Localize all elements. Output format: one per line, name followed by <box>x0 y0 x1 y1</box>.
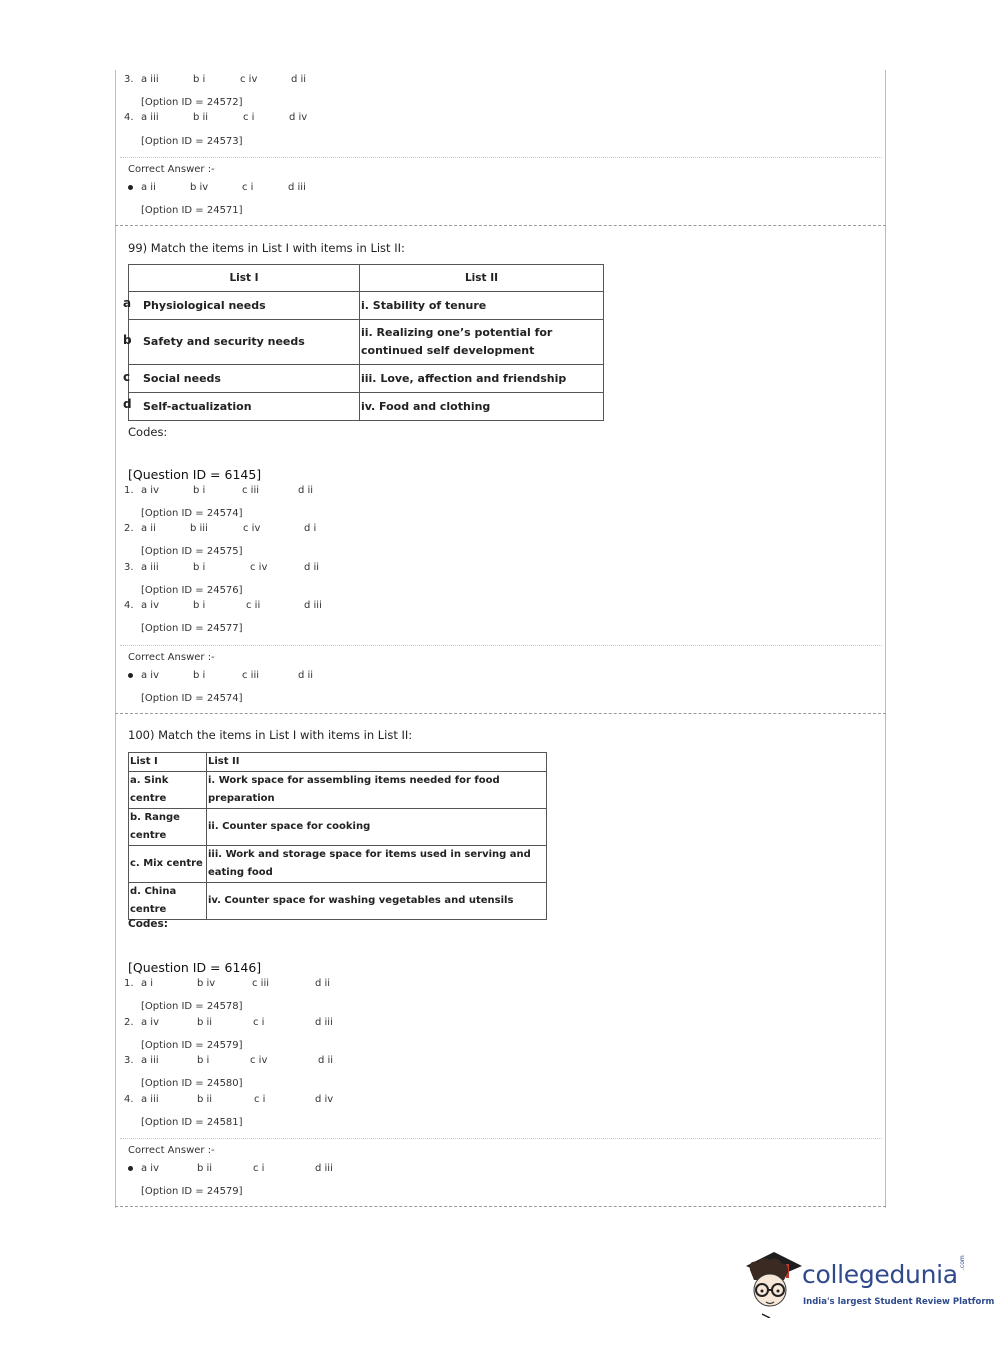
list2-cell: iv. Food and clothing <box>360 393 604 421</box>
correct-answer <box>128 1163 139 1174</box>
option-a: a iii <box>141 74 159 85</box>
correct-c: c iii <box>242 670 260 681</box>
option-a: a iii <box>141 1055 159 1066</box>
option-a: a iv <box>141 600 160 611</box>
option-d: d iii <box>304 600 322 611</box>
option-number: 3. <box>124 562 134 573</box>
option-number: 1. <box>124 978 134 989</box>
logo-name: collegedunia <box>802 1260 958 1289</box>
table-header: List II <box>360 265 604 292</box>
option-c: c i <box>254 1094 266 1105</box>
option-id: [Option ID = 24572] <box>141 97 243 108</box>
option-a: a i <box>141 978 154 989</box>
option-d: d iv <box>289 112 308 123</box>
option-id: [Option ID = 24575] <box>141 546 243 557</box>
option-number: 2. <box>124 1017 134 1028</box>
option-number: 3. <box>124 1055 134 1066</box>
option-d: d ii <box>304 562 320 573</box>
logo-tagline: India's largest Student Review Platform <box>803 1297 995 1307</box>
correct-option-id: [Option ID = 24574] <box>141 693 243 704</box>
match-table <box>128 752 547 920</box>
option-d: d ii <box>291 74 307 85</box>
list1-cell: b. Range centre <box>129 809 207 846</box>
table-header: List I <box>129 265 360 292</box>
option-c: c iv <box>240 74 258 85</box>
option-a: a iii <box>141 562 159 573</box>
option-c: c iii <box>242 485 260 496</box>
correct-a: a iv <box>141 670 160 681</box>
list2-cell: iii. Work and storage space for items used in serving and eating food <box>207 846 547 883</box>
divider <box>120 645 882 646</box>
option-d: d ii <box>298 485 314 496</box>
option-id: [Option ID = 24573] <box>141 136 243 147</box>
list1-cell: c. Mix centre <box>129 846 207 883</box>
question-separator <box>115 225 886 226</box>
codes-label: Codes: <box>128 918 169 930</box>
option-id: [Option ID = 24574] <box>141 508 243 519</box>
correct-d: d iii <box>288 182 306 193</box>
option-c: c iii <box>252 978 270 989</box>
correct-a: a iv <box>141 1163 160 1174</box>
option-c: c iv <box>250 562 268 573</box>
divider <box>120 1138 882 1139</box>
list2-cell: iii. Love, affection and friendship <box>360 365 604 393</box>
option-a: a iv <box>141 485 160 496</box>
list2-cell: i. Stability of tenure <box>360 292 604 320</box>
question-title: 100) Match the items in List I with items in List II: <box>128 728 413 742</box>
option-id: [Option ID = 24577] <box>141 623 243 634</box>
correct-d: d ii <box>298 670 314 681</box>
bullet-icon <box>128 1166 133 1171</box>
option-id: [Option ID = 24580] <box>141 1078 243 1089</box>
correct-answer <box>128 182 139 193</box>
correct-answer-label: Correct Answer :- <box>128 1145 215 1156</box>
option-b: b i <box>197 1055 210 1066</box>
correct-b: b i <box>193 670 206 681</box>
option-b: b ii <box>193 112 209 123</box>
row-letter: d <box>123 397 132 411</box>
list1-cell: Physiological needs <box>129 292 360 320</box>
correct-b: b iv <box>190 182 209 193</box>
list2-cell: ii. Realizing one’s potential for continued self development <box>360 320 604 365</box>
option-b: b i <box>193 562 206 573</box>
mascot-icon <box>740 1246 804 1318</box>
option-a: a iii <box>141 112 159 123</box>
option-c: c i <box>253 1017 265 1028</box>
option-number: 4. <box>124 112 134 123</box>
option-c: c ii <box>246 600 261 611</box>
list1-cell: d. China centre <box>129 883 207 920</box>
option-number: 2. <box>124 523 134 534</box>
correct-answer <box>128 670 139 681</box>
list2-cell: i. Work space for assembling items needed for food preparation <box>207 772 547 809</box>
option-number: 3. <box>124 74 134 85</box>
option-number: 1. <box>124 485 134 496</box>
divider <box>120 157 882 158</box>
list1-cell: Safety and security needs <box>129 320 360 365</box>
option-b: b iii <box>190 523 208 534</box>
list1-cell: a. Sink centre <box>129 772 207 809</box>
option-d: d ii <box>318 1055 334 1066</box>
option-d: d iv <box>315 1094 334 1105</box>
option-id: [Option ID = 24579] <box>141 1040 243 1051</box>
option-a: a ii <box>141 523 156 534</box>
row-letter: c <box>123 370 131 384</box>
correct-answer-label: Correct Answer :- <box>128 652 215 663</box>
list2-cell: iv. Counter space for washing vegetables and utensils <box>207 883 547 920</box>
option-a: a iii <box>141 1094 159 1105</box>
row-letter: a <box>123 296 132 310</box>
bullet-icon <box>128 673 133 678</box>
logo-suffix: .com <box>959 1255 966 1270</box>
option-b: b ii <box>197 1094 213 1105</box>
option-c: c i <box>243 112 255 123</box>
option-b: b ii <box>197 1017 213 1028</box>
question-separator <box>115 1206 886 1207</box>
bullet-icon <box>128 185 133 190</box>
option-d: d ii <box>315 978 331 989</box>
option-d: d iii <box>315 1017 333 1028</box>
list2-cell: ii. Counter space for cooking <box>207 809 547 846</box>
codes-label: Codes: <box>128 425 168 439</box>
option-d: d i <box>304 523 317 534</box>
correct-b: b ii <box>197 1163 213 1174</box>
option-b: b i <box>193 600 206 611</box>
correct-d: d iii <box>315 1163 333 1174</box>
option-b: b i <box>193 485 206 496</box>
question-title: 99) Match the items in List I with items in List II: <box>128 241 405 255</box>
question-id: [Question ID = 6146] <box>128 960 262 975</box>
list1-cell: Self-actualization <box>129 393 360 421</box>
correct-a: a ii <box>141 182 156 193</box>
collegedunia-logo <box>740 1246 995 1321</box>
option-number: 4. <box>124 1094 134 1105</box>
correct-option-id: [Option ID = 24579] <box>141 1186 243 1197</box>
correct-option-id: [Option ID = 24571] <box>141 205 243 216</box>
option-number: 4. <box>124 600 134 611</box>
question-id: [Question ID = 6145] <box>128 467 262 482</box>
option-a: a iv <box>141 1017 160 1028</box>
option-id: [Option ID = 24578] <box>141 1001 243 1012</box>
option-c: c iv <box>243 523 261 534</box>
option-id: [Option ID = 24576] <box>141 585 243 596</box>
table-header: List I <box>129 753 207 772</box>
option-b: b iv <box>197 978 216 989</box>
list1-cell: Social needs <box>129 365 360 393</box>
option-b: b i <box>193 74 206 85</box>
row-letter: b <box>123 333 132 347</box>
correct-answer-label: Correct Answer :- <box>128 164 215 175</box>
question-separator <box>115 713 886 714</box>
correct-c: c i <box>242 182 254 193</box>
table-header: List II <box>207 753 547 772</box>
match-table <box>128 264 604 421</box>
option-id: [Option ID = 24581] <box>141 1117 243 1128</box>
option-c: c iv <box>250 1055 268 1066</box>
correct-c: c i <box>253 1163 265 1174</box>
